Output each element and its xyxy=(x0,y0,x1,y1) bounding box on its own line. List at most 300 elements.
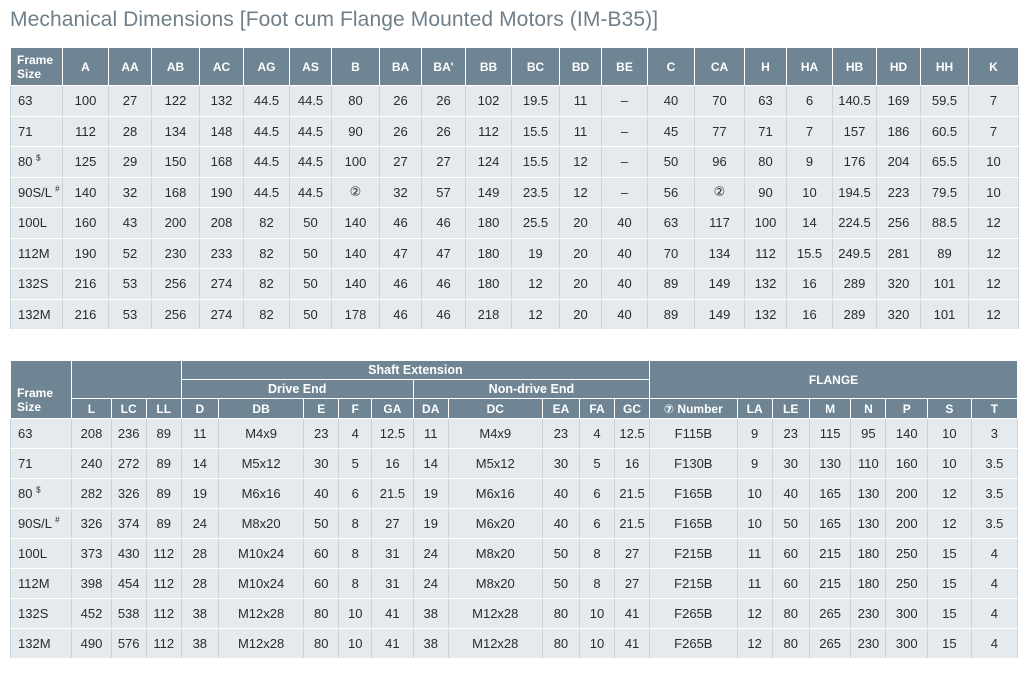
value-cell: 12 xyxy=(737,629,772,659)
value-cell: 11 xyxy=(560,116,602,147)
value-cell: 27 xyxy=(372,509,414,539)
value-cell: 282 xyxy=(72,479,111,509)
value-cell: 25.5 xyxy=(512,208,560,239)
frame-size-cell: 80 $ xyxy=(11,147,63,178)
value-cell: 150 xyxy=(152,147,200,178)
value-cell: 82 xyxy=(244,238,290,269)
value-cell: 215 xyxy=(809,539,851,569)
value-cell: 10 xyxy=(969,177,1019,208)
value-cell: 24 xyxy=(413,539,448,569)
frame-size-label-line-1: Frame xyxy=(17,386,54,400)
value-cell: 112 xyxy=(146,599,181,629)
value-cell: 27 xyxy=(615,539,650,569)
column-header-f: F xyxy=(339,399,372,419)
value-cell: 15.5 xyxy=(787,238,833,269)
value-cell: 223 xyxy=(877,177,921,208)
value-cell: 40 xyxy=(602,208,648,239)
value-cell: 28 xyxy=(109,116,152,147)
value-cell: 218 xyxy=(466,299,512,330)
value-cell: 134 xyxy=(152,116,200,147)
table-row xyxy=(11,238,1019,269)
value-cell: 200 xyxy=(886,509,928,539)
value-cell: 140 xyxy=(332,208,380,239)
value-cell: M4x9 xyxy=(218,419,303,449)
length-group-header xyxy=(72,361,181,399)
value-cell: 89 xyxy=(146,509,181,539)
value-cell: 15 xyxy=(928,599,972,629)
value-cell: 4 xyxy=(580,419,615,449)
value-cell: 15.5 xyxy=(512,116,560,147)
value-cell: 23 xyxy=(542,419,579,449)
value-cell: 281 xyxy=(877,238,921,269)
column-header-t: T xyxy=(971,399,1017,419)
value-cell: 46 xyxy=(380,269,422,300)
value-cell: 4 xyxy=(971,629,1017,659)
value-cell: 89 xyxy=(146,479,181,509)
value-cell: 454 xyxy=(111,569,146,599)
value-cell: 265 xyxy=(809,629,851,659)
value-cell: 44.5 xyxy=(290,147,332,178)
value-cell: 190 xyxy=(63,238,109,269)
value-cell: 373 xyxy=(72,539,111,569)
value-cell: 112 xyxy=(146,569,181,599)
value-cell: 7 xyxy=(969,86,1019,117)
value-cell: 110 xyxy=(851,449,886,479)
value-cell: 165 xyxy=(809,479,851,509)
value-cell: 26 xyxy=(380,116,422,147)
value-cell: 14 xyxy=(413,449,448,479)
value-cell: 60 xyxy=(772,569,809,599)
column-header-gc: GC xyxy=(615,399,650,419)
value-cell: 204 xyxy=(877,147,921,178)
value-cell: 3.5 xyxy=(971,509,1017,539)
table-row xyxy=(11,419,1018,449)
value-cell: 27 xyxy=(615,569,650,599)
value-cell: 27 xyxy=(109,86,152,117)
value-cell: 149 xyxy=(695,299,745,330)
value-cell: 40 xyxy=(602,238,648,269)
value-cell: 46 xyxy=(422,299,466,330)
value-cell: 26 xyxy=(422,116,466,147)
value-cell: 38 xyxy=(181,599,218,629)
value-cell: 59.5 xyxy=(921,86,969,117)
value-cell: 32 xyxy=(380,177,422,208)
value-cell: ② xyxy=(695,177,745,208)
column-header-ha: HA xyxy=(787,48,833,86)
value-cell: 10 xyxy=(737,509,772,539)
value-cell: 200 xyxy=(886,479,928,509)
value-cell: 8 xyxy=(580,539,615,569)
value-cell: 77 xyxy=(695,116,745,147)
column-header-ga: GA xyxy=(372,399,414,419)
column-header-s: S xyxy=(928,399,972,419)
value-cell: 21.5 xyxy=(615,509,650,539)
value-cell: 47 xyxy=(380,238,422,269)
frame-size-label-line-2: Size xyxy=(17,400,42,414)
frame-size-cell: 132S xyxy=(11,269,63,300)
value-cell: 12 xyxy=(969,269,1019,300)
value-cell: M8x20 xyxy=(218,509,303,539)
value-cell: M5x12 xyxy=(448,449,542,479)
value-cell: 80 xyxy=(304,599,339,629)
column-header-number: ⑦ Number xyxy=(650,399,738,419)
value-cell: 4 xyxy=(971,569,1017,599)
value-cell: 274 xyxy=(200,299,244,330)
value-cell: 50 xyxy=(304,509,339,539)
flange-header: FLANGE xyxy=(650,361,1018,399)
value-cell: 56 xyxy=(648,177,695,208)
value-cell: 90 xyxy=(745,177,787,208)
column-header-ea: EA xyxy=(542,399,579,419)
value-cell: 168 xyxy=(200,147,244,178)
column-header-m: M xyxy=(809,399,851,419)
value-cell: 11 xyxy=(560,86,602,117)
value-cell: 12 xyxy=(969,299,1019,330)
value-cell: 289 xyxy=(833,269,877,300)
value-cell: M12x28 xyxy=(218,629,303,659)
value-cell: 186 xyxy=(877,116,921,147)
value-cell: 3.5 xyxy=(971,449,1017,479)
table-1-header-row xyxy=(11,48,1019,86)
value-cell: M12x28 xyxy=(218,599,303,629)
value-cell: 12 xyxy=(560,177,602,208)
value-cell: 15 xyxy=(928,569,972,599)
value-cell: 11 xyxy=(737,569,772,599)
value-cell: 71 xyxy=(745,116,787,147)
value-cell: 100 xyxy=(63,86,109,117)
column-header-fa: FA xyxy=(580,399,615,419)
value-cell: 29 xyxy=(109,147,152,178)
value-cell: F165B xyxy=(650,509,738,539)
value-cell: 3.5 xyxy=(971,479,1017,509)
value-cell: 274 xyxy=(200,269,244,300)
value-cell: 208 xyxy=(200,208,244,239)
value-cell: 538 xyxy=(111,599,146,629)
value-cell: 132 xyxy=(745,299,787,330)
value-cell: 160 xyxy=(63,208,109,239)
value-cell: M6x16 xyxy=(448,479,542,509)
value-cell: 140 xyxy=(63,177,109,208)
value-cell: 233 xyxy=(200,238,244,269)
frame-size-label-line-2: Size xyxy=(17,66,42,81)
value-cell: 124 xyxy=(466,147,512,178)
value-cell: 272 xyxy=(111,449,146,479)
value-cell: 70 xyxy=(648,238,695,269)
value-cell: 30 xyxy=(304,449,339,479)
value-cell: 430 xyxy=(111,539,146,569)
value-cell: 374 xyxy=(111,509,146,539)
value-cell: 32 xyxy=(109,177,152,208)
value-cell: M10x24 xyxy=(218,539,303,569)
value-cell: 224.5 xyxy=(833,208,877,239)
value-cell: 230 xyxy=(851,629,886,659)
value-cell: 63 xyxy=(745,86,787,117)
value-cell: 10 xyxy=(787,177,833,208)
value-cell: 46 xyxy=(380,208,422,239)
table-row xyxy=(11,629,1018,659)
value-cell: 11 xyxy=(737,539,772,569)
value-cell: 4 xyxy=(971,539,1017,569)
value-cell: 89 xyxy=(146,449,181,479)
value-cell: 112 xyxy=(146,629,181,659)
value-cell: 230 xyxy=(851,599,886,629)
value-cell: 96 xyxy=(695,147,745,178)
value-cell: 117 xyxy=(695,208,745,239)
value-cell: 70 xyxy=(695,86,745,117)
value-cell: 100 xyxy=(332,147,380,178)
value-cell: 326 xyxy=(72,509,111,539)
value-cell: 100 xyxy=(745,208,787,239)
value-cell: ② xyxy=(332,177,380,208)
column-header-a: A xyxy=(63,48,109,86)
value-cell: 12 xyxy=(928,509,972,539)
value-cell: M6x16 xyxy=(218,479,303,509)
value-cell: 89 xyxy=(146,419,181,449)
value-cell: M6x20 xyxy=(448,509,542,539)
table-2-body xyxy=(11,419,1018,659)
value-cell: 12 xyxy=(512,299,560,330)
value-cell: 41 xyxy=(615,629,650,659)
table-row xyxy=(11,539,1018,569)
table-row xyxy=(11,599,1018,629)
value-cell: 14 xyxy=(181,449,218,479)
value-cell: 132 xyxy=(200,86,244,117)
value-cell: 12 xyxy=(928,479,972,509)
table-row xyxy=(11,509,1018,539)
value-cell: 16 xyxy=(615,449,650,479)
value-cell: 20 xyxy=(560,269,602,300)
value-cell: 200 xyxy=(152,208,200,239)
frame-size-cell: 80 $ xyxy=(11,479,72,509)
column-header-p: P xyxy=(886,399,928,419)
column-header-dc: DC xyxy=(448,399,542,419)
value-cell: 8 xyxy=(339,539,372,569)
table-row xyxy=(11,269,1019,300)
value-cell: 300 xyxy=(886,599,928,629)
value-cell: 80 xyxy=(542,599,579,629)
value-cell: F215B xyxy=(650,539,738,569)
value-cell: 53 xyxy=(109,299,152,330)
value-cell: 265 xyxy=(809,599,851,629)
value-cell: 12 xyxy=(969,238,1019,269)
shaft-extension-header: Shaft Extension xyxy=(181,361,649,380)
value-cell: F130B xyxy=(650,449,738,479)
value-cell: F215B xyxy=(650,569,738,599)
value-cell: 46 xyxy=(422,269,466,300)
value-cell: 300 xyxy=(886,629,928,659)
value-cell: 46 xyxy=(422,208,466,239)
column-header-db: DB xyxy=(218,399,303,419)
column-header-d: D xyxy=(181,399,218,419)
value-cell: – xyxy=(602,177,648,208)
column-header-le: LE xyxy=(772,399,809,419)
value-cell: 26 xyxy=(422,86,466,117)
value-cell: 44.5 xyxy=(290,116,332,147)
dimensions-table-2 xyxy=(10,360,1018,659)
value-cell: 40 xyxy=(542,479,579,509)
value-cell: 178 xyxy=(332,299,380,330)
column-header-da: DA xyxy=(413,399,448,419)
column-header-hh: HH xyxy=(921,48,969,86)
value-cell: 12.5 xyxy=(372,419,414,449)
value-cell: 60 xyxy=(304,539,339,569)
value-cell: 50 xyxy=(542,569,579,599)
value-cell: 140 xyxy=(332,238,380,269)
value-cell: 10 xyxy=(928,419,972,449)
value-cell: 24 xyxy=(413,569,448,599)
value-cell: 40 xyxy=(602,269,648,300)
value-cell: 6 xyxy=(339,479,372,509)
value-cell: 190 xyxy=(200,177,244,208)
table-2-header-row-1 xyxy=(11,361,1018,380)
value-cell: M8x20 xyxy=(448,539,542,569)
value-cell: 216 xyxy=(63,299,109,330)
value-cell: 46 xyxy=(380,299,422,330)
value-cell: 180 xyxy=(466,208,512,239)
value-cell: 149 xyxy=(466,177,512,208)
dimensions-table-1 xyxy=(10,47,1019,330)
value-cell: 88.5 xyxy=(921,208,969,239)
value-cell: 398 xyxy=(72,569,111,599)
table-row xyxy=(11,299,1019,330)
value-cell: 15 xyxy=(928,629,972,659)
value-cell: 326 xyxy=(111,479,146,509)
value-cell: 21.5 xyxy=(615,479,650,509)
value-cell: M12x28 xyxy=(448,629,542,659)
value-cell: 44.5 xyxy=(244,116,290,147)
value-cell: 132 xyxy=(745,269,787,300)
value-cell: 9 xyxy=(737,419,772,449)
value-cell: 168 xyxy=(152,177,200,208)
drive-end-header: Drive End xyxy=(181,380,413,399)
column-header-ag: AG xyxy=(244,48,290,86)
table-row xyxy=(11,569,1018,599)
value-cell: 250 xyxy=(886,569,928,599)
column-header-h: H xyxy=(745,48,787,86)
table-1-body xyxy=(11,86,1019,330)
value-cell: 63 xyxy=(648,208,695,239)
frame-size-cell: 71 xyxy=(11,116,63,147)
value-cell: 15.5 xyxy=(512,147,560,178)
value-cell: 215 xyxy=(809,569,851,599)
value-cell: 40 xyxy=(304,479,339,509)
frame-size-cell: 112M xyxy=(11,569,72,599)
value-cell: 19 xyxy=(181,479,218,509)
value-cell: 14 xyxy=(787,208,833,239)
value-cell: 11 xyxy=(413,419,448,449)
column-header-ab: AB xyxy=(152,48,200,86)
value-cell: F265B xyxy=(650,629,738,659)
value-cell: 102 xyxy=(466,86,512,117)
value-cell: 89 xyxy=(648,269,695,300)
value-cell: 47 xyxy=(422,238,466,269)
frame-size-cell: 71 xyxy=(11,449,72,479)
column-header-b: B xyxy=(332,48,380,86)
value-cell: 28 xyxy=(181,539,218,569)
value-cell: 289 xyxy=(833,299,877,330)
value-cell: 256 xyxy=(152,299,200,330)
value-cell: 8 xyxy=(339,509,372,539)
value-cell: 28 xyxy=(181,569,218,599)
column-header-aa: AA xyxy=(109,48,152,86)
column-header-k: K xyxy=(969,48,1019,86)
value-cell: 7 xyxy=(969,116,1019,147)
value-cell: 176 xyxy=(833,147,877,178)
value-cell: 38 xyxy=(413,629,448,659)
value-cell: 8 xyxy=(580,569,615,599)
value-cell: 50 xyxy=(648,147,695,178)
value-cell: 5 xyxy=(580,449,615,479)
value-cell: 12.5 xyxy=(615,419,650,449)
value-cell: 230 xyxy=(152,238,200,269)
value-cell: F165B xyxy=(650,479,738,509)
frame-size-cell: 100L xyxy=(11,539,72,569)
value-cell: 134 xyxy=(695,238,745,269)
value-cell: 27 xyxy=(380,147,422,178)
value-cell: 41 xyxy=(615,599,650,629)
value-cell: 60 xyxy=(304,569,339,599)
value-cell: 12 xyxy=(737,599,772,629)
frame-size-cell: 132M xyxy=(11,629,72,659)
column-header-bc: BC xyxy=(512,48,560,86)
frame-size-cell: 112M xyxy=(11,238,63,269)
value-cell: 240 xyxy=(72,449,111,479)
table-row xyxy=(11,86,1019,117)
value-cell: 208 xyxy=(72,419,111,449)
value-cell: – xyxy=(602,116,648,147)
value-cell: 16 xyxy=(787,299,833,330)
value-cell: 10 xyxy=(339,629,372,659)
value-cell: 82 xyxy=(244,269,290,300)
value-cell: 256 xyxy=(877,208,921,239)
value-cell: 140 xyxy=(886,419,928,449)
value-cell: 165 xyxy=(809,509,851,539)
value-cell: 112 xyxy=(466,116,512,147)
value-cell: 23 xyxy=(304,419,339,449)
value-cell: 10 xyxy=(969,147,1019,178)
frame-size-cell: 132M xyxy=(11,299,63,330)
value-cell: 194.5 xyxy=(833,177,877,208)
value-cell: 40 xyxy=(602,299,648,330)
frame-size-label-line-1: Frame xyxy=(17,52,54,67)
value-cell: 249.5 xyxy=(833,238,877,269)
value-cell: 23 xyxy=(772,419,809,449)
value-cell: 60 xyxy=(772,539,809,569)
frame-size-cell: 90S/L # xyxy=(11,509,72,539)
value-cell: 160 xyxy=(886,449,928,479)
table-row xyxy=(11,479,1018,509)
value-cell: 12 xyxy=(969,208,1019,239)
value-cell: M10x24 xyxy=(218,569,303,599)
value-cell: 26 xyxy=(380,86,422,117)
table-row xyxy=(11,177,1019,208)
column-header-hb: HB xyxy=(833,48,877,86)
value-cell: 15 xyxy=(928,539,972,569)
value-cell: 12 xyxy=(560,147,602,178)
value-cell: 82 xyxy=(244,208,290,239)
value-cell: 40 xyxy=(542,509,579,539)
value-cell: 115 xyxy=(809,419,851,449)
value-cell: 50 xyxy=(290,269,332,300)
value-cell: 16 xyxy=(787,269,833,300)
value-cell: 4 xyxy=(971,599,1017,629)
value-cell: 576 xyxy=(111,629,146,659)
value-cell: 9 xyxy=(787,147,833,178)
value-cell: 112 xyxy=(745,238,787,269)
value-cell: M5x12 xyxy=(218,449,303,479)
value-cell: 8 xyxy=(339,569,372,599)
table-row xyxy=(11,116,1019,147)
